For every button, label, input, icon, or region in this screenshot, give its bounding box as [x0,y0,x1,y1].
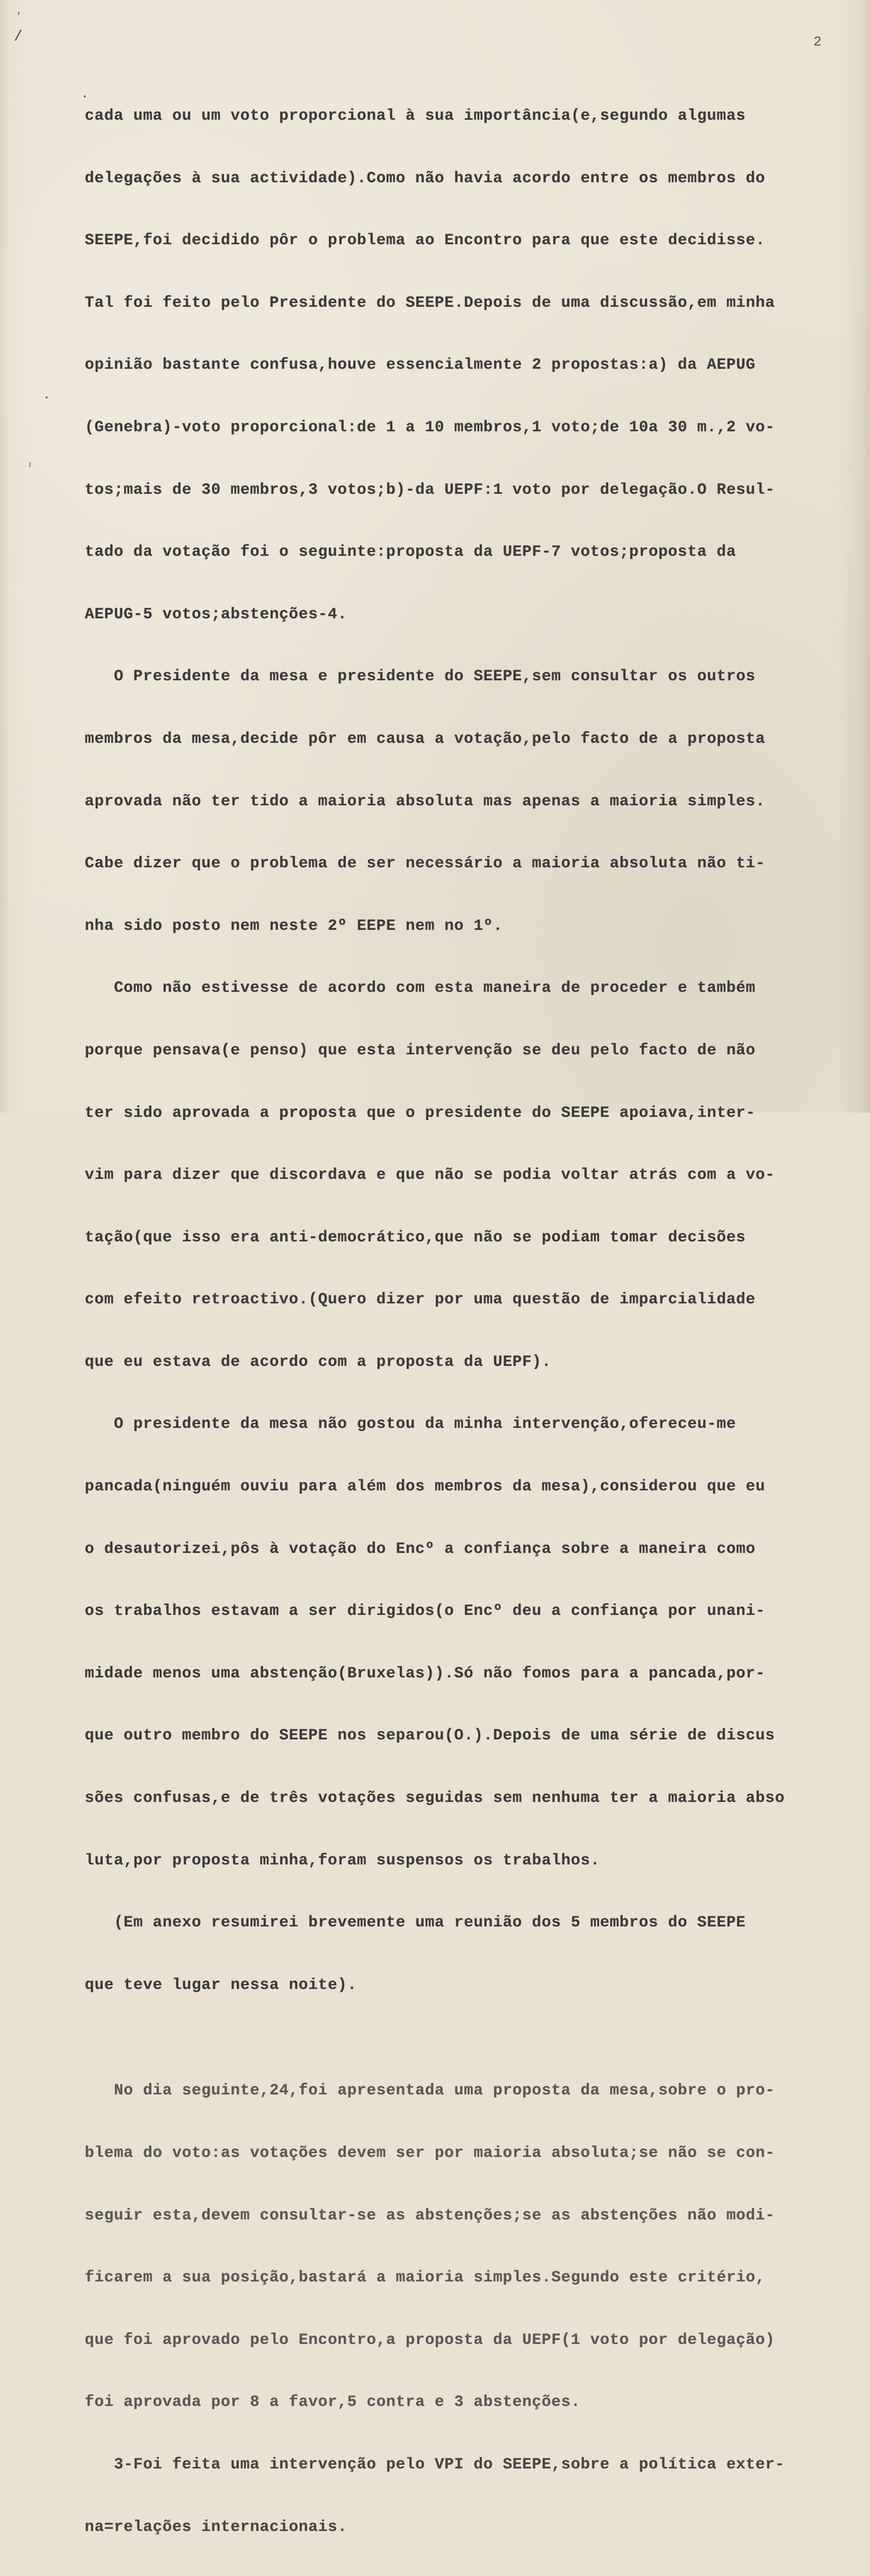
text-line: luta,por proposta minha,foram suspensos os trabalhos. [85,1851,600,1869]
text-line: ter sido aprovada a proposta que o presidente do SEEPE apoiava,inter- [85,1103,756,1122]
text-line: ficarem a sua posição,bastará a maioria simples.Segundo este critério, [85,2268,766,2287]
text-line: com efeito retroactivo.(Quero dizer por uma questão de imparcialidade [85,1290,756,1309]
paragraph-gap [85,2034,858,2041]
ink-dot [46,396,48,398]
text-line: membros da mesa,decide pôr em causa a votação,pelo facto de a proposta [85,729,766,748]
text-line: o desautorizei,pôs à votação do Encº a confiança sobre a maneira como [85,1539,756,1558]
text-line: porque pensava(e penso) que esta intervenção se deu pelo facto de não [85,1041,756,1059]
text-line: opinião bastante confusa,houve essencialmente 2 propostas:a) da AEPUG [85,356,756,374]
text-line: cada uma ou um voto proporcional à sua importância(e,segundo algumas [85,106,746,125]
ink-mark [29,462,31,467]
text-line: 3-Foi feita uma intervenção pelo VPI do SEEPE,sobre a política exter- [85,2455,785,2473]
page-number: 2 [813,34,822,50]
text-line: tado da votação foi o seguinte:proposta da UEPF-7 votos;proposta da [85,543,737,561]
text-line: nha sido posto nem neste 2º EEPE nem no 1º. [85,916,503,935]
text-line: que outro membro do SEEPE nos separou(O.).Depois de uma série de discus [85,1726,775,1745]
text-line: AEPUG-5 votos;abstenções-4. [85,605,347,623]
text-line: tação(que isso era anti-democrático,que não se podiam tomar decisões [85,1228,746,1246]
text-line: Como não estivesse de acordo com esta maneira de proceder e também [85,979,756,997]
margin-mark-1: ' [16,12,22,22]
text-line: sões confusas,e de três votações seguidas sem nenhuma ter a maioria abso [85,1789,785,1807]
text-line: SEEPE,foi decidido pôr o problema ao Encontro para que este decidisse. [85,231,766,250]
text-line: na=relações internacionais. [85,2517,347,2536]
text-line: (Genebra)-voto proporcional:de 1 a 10 membros,1 voto;de 10a 30 m.,2 vo- [85,418,775,436]
text-line: Cabe dizer que o problema de ser necessário a maioria absoluta não ti- [85,854,766,873]
typed-text-body [85,67,858,2576]
text-line: que foi aprovado pelo Encontro,a proposta da UEPF(1 voto por delegação) [85,2330,775,2349]
text-line: midade menos uma abstenção(Bruxelas)).Só não fomos para a pancada,por- [85,1664,766,1682]
text-line: vim para dizer que discordava e que não se podia voltar atrás com a vo- [85,1166,775,1184]
text-line: seguir esta,devem consultar-se as abstenções;se as abstenções não modi- [85,2206,775,2224]
text-line: que eu estava de acordo com a proposta da UEPF). [85,1352,552,1371]
text-line: delegações à sua actividade).Como não havia acordo entre os membros do [85,168,766,187]
text-line: Tal foi feito pelo Presidente do SEEPE.Depois de uma discussão,em minha [85,293,775,312]
text-line: pancada(ninguém ouviu para além dos membros da mesa),considerou que eu [85,1477,766,1496]
text-line: foi aprovada por 8 a favor,5 contra e 3 abstenções. [85,2393,581,2411]
text-line: O Presidente da mesa e presidente do SEEPE,sem consultar os outros [85,667,756,686]
margin-mark-2: / [14,29,23,45]
text-line: tos;mais de 30 membros,3 votos;b)-da UEPF:1 voto por delegação.O Resul- [85,480,775,499]
text-line: No dia seguinte,24,foi apresentada uma proposta da mesa,sobre o pro- [85,2081,775,2100]
text-line: blema do voto:as votações devem ser por maioria absoluta;se não se con- [85,2144,775,2162]
text-line: (Em anexo resumirei brevemente uma reunião dos 5 membros do SEEPE [85,1913,746,1932]
text-line: O presidente da mesa não gostou da minha intervenção,ofereceu-me [85,1415,737,1433]
text-line: que teve lugar nessa noite). [85,1975,357,1994]
text-line: os trabalhos estavam a ser dirigidos(o Encº deu a confiança por unani- [85,1602,766,1620]
text-line: aprovada não ter tido a maioria absoluta mas apenas a maioria simples. [85,792,766,810]
